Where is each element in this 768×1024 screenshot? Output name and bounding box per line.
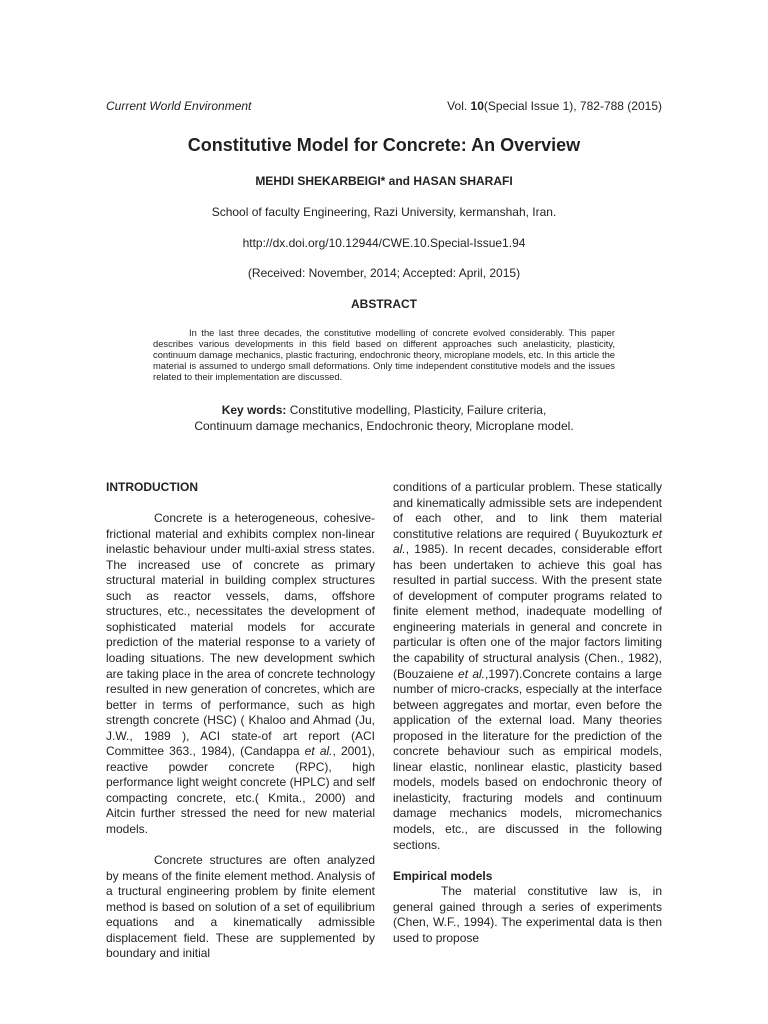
abstract-heading: ABSTRACT [351, 297, 417, 311]
volume-number: 10 [470, 99, 484, 113]
keywords-line-1 [0, 403, 768, 419]
keywords [0, 403, 768, 434]
empirical-models-heading: Empirical models [393, 868, 493, 883]
spacer [106, 496, 375, 512]
right-column [393, 480, 662, 946]
article-title: Constitutive Model for Concrete: An Overview [187, 135, 581, 155]
journal-name: Current World Environment [106, 99, 252, 113]
introduction-paragraph-2: Concrete structures are often analyzed by means of the finite element method. Analysis of a tructural engineering problem by finite element method is based on solution of a set of equilibrium equations and a kinematically admissible displacement field. These are supplemented by boundary and initial [106, 853, 375, 961]
left-column [106, 480, 375, 962]
introduction-paragraph-3: conditions of a particular problem. These statically and kinematically admissible sets are independent of each other, and to link them material constitutive relations are required ( Buyukozturk et al., 1985). In recent decades, considerable effort has been undertaken to achieve this goal has resulted in partial success. With the present state of development of computer programs related to finite element method, inadequate modelling of engineering materials in general and concrete in particular is often one of the major factors limiting the capability of structural analysis (Chen., 1982), (Bouzaiene et al.,1997).Concrete contains a large number of micro-cracks, especially at the interface between aggregates and mortar, even before the application of the external load. Many theories proposed in the literature for the prediction of the concrete behaviour such as empirical models, linear elastic, nonlinear elastic, plasticity based models, models based on endochronic theory of inelasticity, fracturing models and continuum damage mechanics models, micromechanics models, etc., are discussed in the following sections. [393, 480, 663, 852]
keywords-list-2: Continuum damage mechanics, Endochronic theory, Microplane model. [194, 418, 574, 433]
spacer [393, 853, 662, 869]
empirical-models-paragraph: The material constitutive law is, in general gained through a series of experiments (Chen, W.F., 1994). The experimental data is then used to propose [393, 884, 662, 945]
spacer [106, 838, 375, 854]
citation-suffix: (Special Issue 1), 782-788 (2015) [483, 99, 662, 113]
citation-prefix: Vol. [447, 99, 471, 113]
affiliation: School of faculty Engineering, Razi University, kermanshah, Iran. [211, 205, 557, 219]
running-head [106, 99, 662, 113]
authors: MEHDI SHEKARBEIGI* and HASAN SHARAFI [255, 174, 513, 188]
abstract-text: In the last three decades, the constitutive modelling of concrete evolved considerably. This paper describes various developments in this field based on different approaches such anelasticity, plasticity, continuum damage mechanics, plastic fracturing, endochronic theory, microplane models, etc. In this article the material is assumed to undergo small deformations. Only time independent constitutive models and the issues related to their implementation are discussed. [153, 327, 615, 383]
introduction-paragraph-1: Concrete is a heterogeneous, cohesive-frictional material and exhibits complex non-linear inelastic behaviour under multi-axial stress states. The increased use of concrete as primary structural material in building complex structures such as reactor vessels, dams, offshore structures, etc., necessitates the development of sophisticated material models for accurate prediction of the material response to a variety of loading situations. The new development swhich are taking place in the area of concrete technology resulted in new generation of concretes, which are better in terms of performance, such as high strength concrete (HSC) ( Khaloo and Ahmad (Ju, J.W., 1989 ), ACI state-of art report (ACI Committee 363., 1984), (Candappa et al., 2001), reactive powder concrete (RPC), high performance light weight concrete (HPLC) and self compacting concrete, etc.( Kmita., 2000) and Aitcin further stressed the need for new material models. [106, 511, 375, 837]
doi-link[interactable]: http://dx.doi.org/10.12944/CWE.10.Special-Issue1.94 [242, 236, 526, 250]
keywords-list-1: Constitutive modelling, Plasticity, Failure criteria, [286, 403, 547, 417]
received-accepted-dates: (Received: November, 2014; Accepted: April, 2015) [247, 266, 521, 280]
introduction-heading: INTRODUCTION [106, 480, 198, 494]
keywords-label: Key words: [221, 403, 287, 417]
volume-citation [447, 99, 662, 113]
